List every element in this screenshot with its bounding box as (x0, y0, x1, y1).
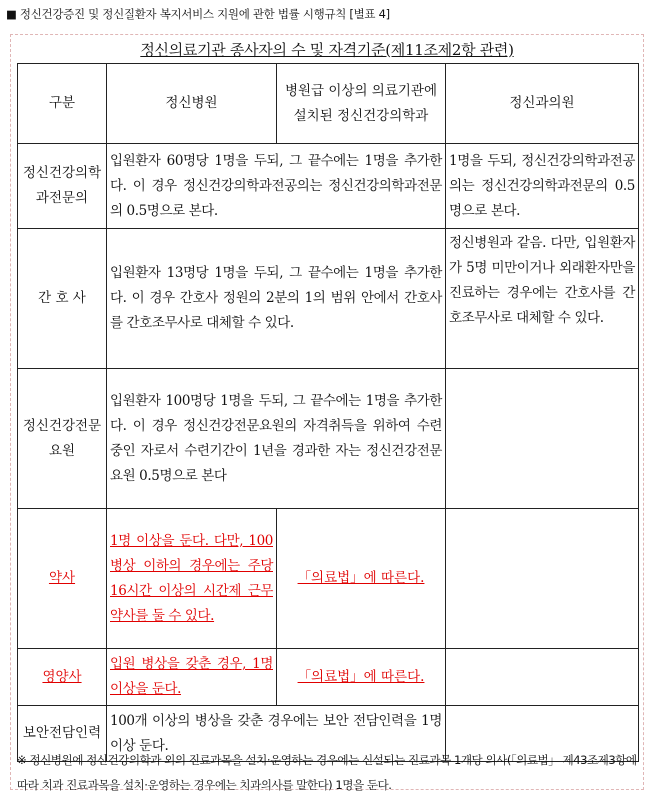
row-dietitian (18, 649, 639, 706)
row-psychiatrist (18, 144, 639, 229)
row-label-mental-health-professional: 정신건강전문요원 (18, 369, 107, 509)
nurse-clinic-requirement: 정신병원과 같음. 다만, 입원환자가 5명 미만이거나 외래환자만을 진료하는 경우에는 간호사를 간호조무사로 대체할 수 있다. (446, 229, 639, 369)
dietitian-hospital-requirement: 입원 병상을 갖춘 경우, 1명 이상을 둔다. (107, 649, 277, 706)
pharmacist-hospital-requirement: 1명 이상을 둔다. 다만, 100병상 이하의 경우에는 주당 16시간 이상의 시간제 근무약사를 둘 수 있다. (107, 509, 277, 649)
staffing-table (17, 63, 639, 762)
nurse-hospital-requirement: 입원환자 13명당 1명을 두되, 그 끝수에는 1명을 추가한다. 이 경우 간호사 정원의 2분의 1의 범위 안에서 간호사를 간호조무사로 대체할 수 있다. (107, 229, 446, 369)
pharmacist-department-requirement: 「의료법」에 따른다. (277, 509, 446, 649)
row-pharmacist (18, 509, 639, 649)
security-requirement: 100개 이상의 병상을 갖춘 경우에는 보안 전담인력을 1명 이상 둔다. (107, 706, 446, 762)
col-header-psychiatric-hospital: 정신병원 (107, 64, 277, 144)
row-label-pharmacist: 약사 (18, 509, 107, 649)
row-label-security-staff: 보안전담인력 (18, 706, 107, 762)
psychiatrist-clinic-requirement: 1명을 두되, 정신건강의학과전공의는 정신건강의학과전문의 0.5명으로 본다. (446, 144, 639, 229)
table-caption: 정신의료기관 종사자의 수 및 자격기준(제11조제2항 관련) (140, 41, 514, 59)
mhp-clinic-empty (446, 369, 639, 509)
annex-frame (10, 34, 644, 790)
row-label-dietitian: 영양사 (18, 649, 107, 706)
col-header-category: 구분 (18, 64, 107, 144)
header-row (18, 64, 639, 144)
footnote: ※ 정신병원에 정신건강의학과 외의 진료과목을 설치·운영하는 경우에는 신설되는 진료과목 1개당 의사(「의료법」 제43조제3항에 따라 치과 진료과목을 설치·운영하는 경우에는 치과의사를 말한다) 1명을 둔다. (17, 753, 637, 792)
document-header: ■ 정신건강증진 및 정신질환자 복지서비스 지원에 관한 법률 시행규칙 [별표 4] (6, 7, 390, 21)
psychiatrist-hospital-requirement: 입원환자 60명당 1명을 두되, 그 끝수에는 1명을 추가한다. 이 경우 정신건강의학과전공의는 정신건강의학과전문의 0.5명으로 본다. (107, 144, 446, 229)
row-label-psychiatrist: 정신건강의학과전문의 (18, 144, 107, 229)
col-header-hospital-department: 병원급 이상의 의료기관에 설치된 정신건강의학과 (277, 64, 446, 144)
col-header-clinic: 정신과의원 (446, 64, 639, 144)
dietitian-clinic-empty (446, 649, 639, 706)
row-nurse (18, 229, 639, 369)
row-label-nurse: 간 호 사 (18, 229, 107, 369)
pharmacist-clinic-empty (446, 509, 639, 649)
dietitian-department-requirement: 「의료법」에 따른다. (277, 649, 446, 706)
row-mental-health-professional (18, 369, 639, 509)
mhp-hospital-requirement: 입원환자 100명당 1명을 두되, 그 끝수에는 1명을 추가한다. 이 경우 정신건강전문요원의 자격취득을 위하여 수련 중인 자로서 수련기간이 1년을 경과한 자는 정신건강전문요원 0.5명으로 본다 (107, 369, 446, 509)
